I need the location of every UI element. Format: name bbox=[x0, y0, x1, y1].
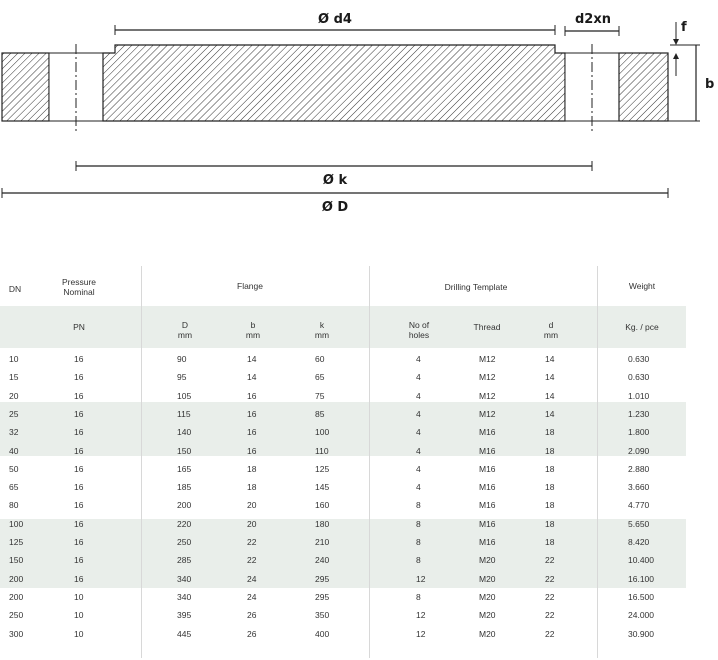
cell-b: 16 bbox=[247, 445, 257, 456]
cell-d: 18 bbox=[545, 427, 555, 438]
cell-holes: 4 bbox=[416, 354, 421, 364]
cell-holes: 4 bbox=[416, 445, 421, 456]
cell-dn: 100 bbox=[9, 518, 24, 529]
cell-weight: 2.090 bbox=[628, 445, 650, 456]
cell-D: 185 bbox=[177, 482, 192, 493]
cell-pn: 10 bbox=[74, 591, 84, 602]
cell-pn: 10 bbox=[74, 628, 84, 639]
cell-holes: 8 bbox=[416, 518, 421, 529]
cell-k: 295 bbox=[315, 591, 330, 602]
cell-weight: 16.100 bbox=[628, 573, 654, 584]
header-weight: Weight bbox=[628, 281, 656, 291]
cell-pn: 16 bbox=[74, 500, 84, 511]
cell-b: 16 bbox=[247, 408, 257, 419]
cell-k: 160 bbox=[315, 500, 330, 511]
cell-weight: 1.010 bbox=[628, 390, 650, 401]
cell-d: 22 bbox=[545, 573, 555, 584]
cell-thread: M12 bbox=[479, 390, 496, 401]
subheader-d: d mm bbox=[543, 320, 559, 340]
cell-d: 18 bbox=[545, 500, 555, 511]
cell-D: 340 bbox=[177, 573, 192, 584]
subheader-thread: Thread bbox=[473, 322, 501, 332]
cell-dn: 20 bbox=[9, 390, 19, 401]
cell-weight: 0.630 bbox=[628, 372, 650, 383]
cell-b: 18 bbox=[247, 482, 257, 493]
cell-k: 125 bbox=[315, 463, 330, 474]
f-label: f bbox=[681, 20, 687, 35]
subheader-k: k mm bbox=[314, 320, 330, 340]
cell-b: 24 bbox=[247, 573, 257, 584]
cell-holes: 4 bbox=[416, 408, 421, 419]
cell-b: 26 bbox=[247, 628, 257, 639]
cell-thread: M12 bbox=[479, 408, 496, 419]
cell-thread: M20 bbox=[479, 573, 496, 584]
header-drilling-template: Drilling Template bbox=[444, 282, 508, 292]
left-flange-section bbox=[2, 53, 49, 121]
d2xn-label: d2xn bbox=[575, 12, 611, 27]
cell-thread: M20 bbox=[479, 628, 496, 639]
b-label: b bbox=[705, 77, 715, 92]
k-label: Ø k bbox=[322, 173, 348, 188]
cell-dn: 50 bbox=[9, 463, 19, 474]
cell-d: 18 bbox=[545, 445, 555, 456]
cell-holes: 8 bbox=[416, 591, 421, 602]
cell-k: 350 bbox=[315, 610, 330, 621]
cell-weight: 5.650 bbox=[628, 518, 650, 529]
cell-d: 14 bbox=[545, 372, 555, 383]
cell-b: 20 bbox=[247, 500, 257, 511]
cell-holes: 4 bbox=[416, 372, 421, 383]
cell-b: 18 bbox=[247, 463, 257, 474]
cell-k: 60 bbox=[315, 354, 325, 364]
cell-thread: M16 bbox=[479, 500, 496, 511]
cell-k: 210 bbox=[315, 537, 330, 547]
cell-d: 22 bbox=[545, 628, 555, 639]
cell-thread: M16 bbox=[479, 463, 496, 474]
cell-dn: 32 bbox=[9, 427, 19, 438]
cell-dn: 40 bbox=[9, 445, 19, 456]
header-dn: DN bbox=[8, 284, 22, 294]
cell-D: 445 bbox=[177, 628, 192, 639]
cell-holes: 4 bbox=[416, 463, 421, 474]
cell-thread: M16 bbox=[479, 482, 496, 493]
cell-pn: 16 bbox=[74, 354, 84, 364]
cell-thread: M16 bbox=[479, 537, 496, 547]
cell-holes: 12 bbox=[416, 628, 426, 639]
cell-thread: M12 bbox=[479, 354, 496, 364]
cell-d: 18 bbox=[545, 482, 555, 493]
cell-weight: 1.230 bbox=[628, 408, 650, 419]
cell-pn: 16 bbox=[74, 427, 84, 438]
cell-holes: 8 bbox=[416, 537, 421, 547]
cell-pn: 16 bbox=[74, 445, 84, 456]
subheader-kg-per-piece: Kg. / pce bbox=[625, 322, 659, 332]
cell-d: 14 bbox=[545, 354, 555, 364]
cell-b: 20 bbox=[247, 518, 257, 529]
cell-dn: 25 bbox=[9, 408, 19, 419]
cell-dn: 80 bbox=[9, 500, 19, 511]
cell-d: 22 bbox=[545, 591, 555, 602]
cell-thread: M20 bbox=[479, 555, 496, 566]
subheader-band bbox=[0, 306, 686, 348]
flange-cross-section-drawing bbox=[0, 0, 718, 235]
cell-D: 285 bbox=[177, 555, 192, 566]
cell-dn: 250 bbox=[9, 610, 24, 621]
cell-D: 220 bbox=[177, 518, 192, 529]
cell-holes: 4 bbox=[416, 390, 421, 401]
cell-dn: 300 bbox=[9, 628, 24, 639]
cell-k: 75 bbox=[315, 390, 325, 401]
cell-pn: 16 bbox=[74, 537, 84, 547]
cell-thread: M20 bbox=[479, 610, 496, 621]
header-flange: Flange bbox=[237, 281, 263, 291]
cell-dn: 125 bbox=[9, 537, 24, 547]
cell-pn: 16 bbox=[74, 573, 84, 584]
cell-b: 26 bbox=[247, 610, 257, 621]
cell-d: 18 bbox=[545, 537, 555, 547]
cell-b: 14 bbox=[247, 372, 257, 383]
cell-D: 250 bbox=[177, 537, 192, 547]
cell-thread: M16 bbox=[479, 445, 496, 456]
cell-k: 110 bbox=[315, 445, 329, 456]
cell-d: 18 bbox=[545, 463, 555, 474]
cell-d: 22 bbox=[545, 610, 555, 621]
cell-k: 65 bbox=[315, 372, 325, 383]
cell-D: 150 bbox=[177, 445, 192, 456]
cell-k: 145 bbox=[315, 482, 330, 493]
cell-b: 22 bbox=[247, 537, 257, 547]
cell-k: 400 bbox=[315, 628, 330, 639]
d4-label: Ø d4 bbox=[318, 12, 352, 27]
subheader-b: b mm bbox=[245, 320, 261, 340]
cell-pn: 16 bbox=[74, 408, 84, 419]
subheader-pn: PN bbox=[73, 322, 85, 332]
cell-b: 16 bbox=[247, 427, 257, 438]
cell-D: 200 bbox=[177, 500, 192, 511]
cell-d: 22 bbox=[545, 555, 555, 566]
cell-k: 100 bbox=[315, 427, 330, 438]
cell-D: 115 bbox=[177, 408, 191, 419]
cell-b: 24 bbox=[247, 591, 257, 602]
cell-pn: 16 bbox=[74, 463, 84, 474]
column-separator bbox=[369, 266, 370, 658]
cell-b: 22 bbox=[247, 555, 257, 566]
cell-weight: 24.000 bbox=[628, 610, 654, 621]
cell-k: 180 bbox=[315, 518, 330, 529]
cell-D: 165 bbox=[177, 463, 192, 474]
cell-dn: 15 bbox=[9, 372, 19, 383]
subheader-D: D mm bbox=[177, 320, 193, 340]
row-band-1 bbox=[0, 402, 686, 456]
cell-weight: 10.400 bbox=[628, 555, 654, 566]
cell-d: 14 bbox=[545, 408, 555, 419]
cell-thread: M12 bbox=[479, 372, 496, 383]
cell-pn: 16 bbox=[74, 518, 84, 529]
cell-thread: M16 bbox=[479, 518, 496, 529]
flange-spec-table bbox=[0, 266, 718, 658]
cell-holes: 12 bbox=[416, 610, 426, 621]
cell-dn: 200 bbox=[9, 573, 24, 584]
cell-dn: 65 bbox=[9, 482, 19, 493]
cell-thread: M20 bbox=[479, 591, 496, 602]
cell-D: 340 bbox=[177, 591, 192, 602]
cell-dn: 200 bbox=[9, 591, 24, 602]
cell-weight: 3.660 bbox=[628, 482, 650, 493]
cell-weight: 30.900 bbox=[628, 628, 654, 639]
cell-pn: 16 bbox=[74, 372, 84, 383]
cell-holes: 4 bbox=[416, 482, 421, 493]
header-pressure-nominal: Pressure Nominal bbox=[61, 277, 96, 297]
cell-weight: 2.880 bbox=[628, 463, 650, 474]
column-separator bbox=[141, 266, 142, 658]
cell-d: 18 bbox=[545, 518, 555, 529]
cell-weight: 16.500 bbox=[628, 591, 654, 602]
cell-b: 14 bbox=[247, 354, 257, 364]
cell-d: 14 bbox=[545, 390, 555, 401]
cell-holes: 4 bbox=[416, 427, 421, 438]
cell-D: 90 bbox=[177, 354, 187, 364]
right-flange-section bbox=[619, 53, 668, 121]
cell-holes: 8 bbox=[416, 500, 421, 511]
cell-holes: 8 bbox=[416, 555, 421, 566]
cell-pn: 16 bbox=[74, 555, 84, 566]
cell-k: 240 bbox=[315, 555, 330, 566]
cell-b: 16 bbox=[247, 390, 257, 401]
cell-k: 85 bbox=[315, 408, 325, 419]
cell-holes: 12 bbox=[416, 573, 426, 584]
subheader-no-of-holes: No of holes bbox=[408, 320, 430, 340]
cell-D: 395 bbox=[177, 610, 192, 621]
cell-D: 95 bbox=[177, 372, 187, 383]
cell-weight: 1.800 bbox=[628, 427, 650, 438]
cell-thread: M16 bbox=[479, 427, 496, 438]
cell-dn: 10 bbox=[9, 354, 19, 364]
cell-D: 140 bbox=[177, 427, 192, 438]
row-band-2 bbox=[0, 519, 686, 588]
cell-k: 295 bbox=[315, 573, 330, 584]
center-flange-section bbox=[103, 45, 565, 121]
cell-pn: 16 bbox=[74, 482, 84, 493]
cell-dn: 150 bbox=[9, 555, 24, 566]
D-label: Ø D bbox=[321, 200, 349, 215]
cell-weight: 4.770 bbox=[628, 500, 650, 511]
column-separator bbox=[597, 266, 598, 658]
cell-pn: 10 bbox=[74, 610, 84, 621]
cell-pn: 16 bbox=[74, 390, 84, 401]
cell-weight: 0.630 bbox=[628, 354, 650, 364]
cell-D: 105 bbox=[177, 390, 192, 401]
cell-weight: 8.420 bbox=[628, 537, 650, 547]
